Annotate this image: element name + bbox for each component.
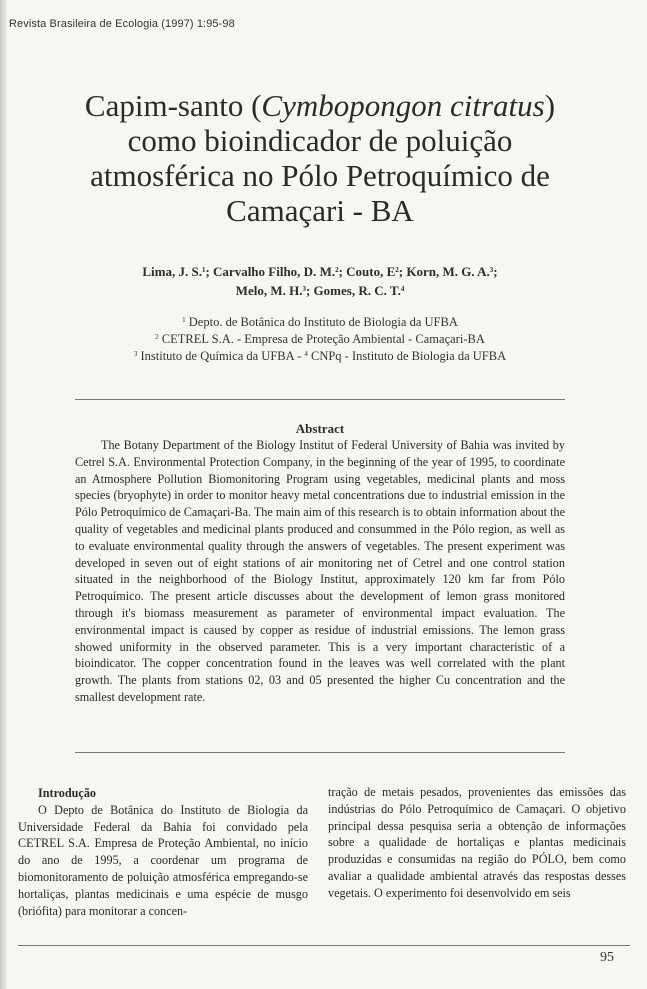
intro-column-left	[18, 785, 308, 919]
title-line-2: como bioindicador de poluição	[127, 123, 513, 158]
affiliation-2: $^2$ CETREL S.A. - Empresa de Proteção Ambiental - Camaçari-BA	[155, 332, 485, 346]
intro-paragraph-left: O Depto de Botânica do Instituto de Biologia da Universidade Federal da Bahia foi convidado pela CETREL S.A. Empresa de Proteção Ambiental, no início do ano de 1995, a coordenar um programa de biomonitoramento de poluição atmosférica empregando-se hortaliças, plantas medicinais e uma espécie de musgo (briófita) para monitorar a concen-	[18, 802, 308, 918]
affiliation-1: $^1$ Depto. de Botânica do Instituto de Biologia da UFBA	[182, 315, 458, 329]
author-list	[60, 262, 580, 300]
journal-header: Revista Brasileira de Ecologia (1997) 1:95-98	[9, 18, 235, 30]
author-line-1: Lima, J. S.$^1$; Carvalho Filho, D. M.$^2$; Couto, $E^2$; Korn, M. G. A.$^3$;	[142, 264, 498, 279]
species-name: Cymbopongon citratus	[261, 88, 545, 123]
page-number: 95	[600, 950, 614, 965]
abstract-bottom-rule	[75, 752, 565, 753]
page-binding-shadow	[0, 0, 7, 989]
affiliation-3: $^3$ Instituto de Química da UFBA - $^4$ CNPq - Instituto de Biologia da UFBA	[133, 349, 507, 363]
intro-column-right: tração de metais pesados, provenientes das emissões das indústrias do Pólo Petroquímico de Camaçari. O objetivo principal dessa pesquisa seria a obtenção de informações sobre a qualidade de hortaliças e plantas medicinais produzidas e consumidas na região do PÓLO, bem como avaliar a qualidade ambiental através das respostas desses vegetais. O experimento foi desenvolvido em seis	[328, 785, 626, 900]
abstract-text: The Botany Department of the Biology Institut of Federal University of Bahia was invited by Cetrel S.A. Environmental Protection Company, in the beginning of the year of 1995, to coordinate an Atmosphere Pollution Biomonitoring Program using vegetables, medicinal plants and moss species (bryophyte) in order to monitor heavy metal concentrations due to industrial emission in the Pólo Petroquímico de Camaçari-Ba. The main aim of this research is to obtain information about the quality of vegetables and medicinal plants produced and consummed in the Pólo region, as well as to evaluate environmental quality through the answers of vegetables. The present experiment was developed in seven out of eight stations of air monitoring net of Cetrel and one control station situated in the neighborhood of the Biology Institut, approximately 120 km far from Pólo Petroquímico. The present article discusses about the development of lemon grass monitored through it's biomass measurement as parameter of environmental impact evaluation. The environmental impact is caused by copper as residue of industrial emissions. The lemon grass showed uniformity in the observed parameter. This is a very important characteristic of a bioindicator. The copper concentration found in the leaves was well correlated with the plant growth. The plants from stations 02, 03 and 05 presented the higher Cu concentration and the smallest development rate.	[75, 438, 565, 704]
footer-rule	[18, 945, 630, 946]
abstract-top-rule	[75, 399, 565, 400]
affiliations	[60, 314, 580, 365]
title-line-1: Capim-santo (Cymbopongon citratus)	[84, 88, 556, 123]
abstract-heading: Abstract	[295, 421, 345, 436]
introduction-heading: Introdução	[38, 786, 97, 800]
title-line-4: Camaçari - BA	[226, 193, 414, 228]
article-title	[60, 88, 580, 228]
author-line-2: Melo, M. H.$^3$; Gomes, R. C. T.$^4$	[235, 283, 405, 298]
title-line-3: atmosférica no Pólo Petroquímico de	[90, 158, 550, 193]
